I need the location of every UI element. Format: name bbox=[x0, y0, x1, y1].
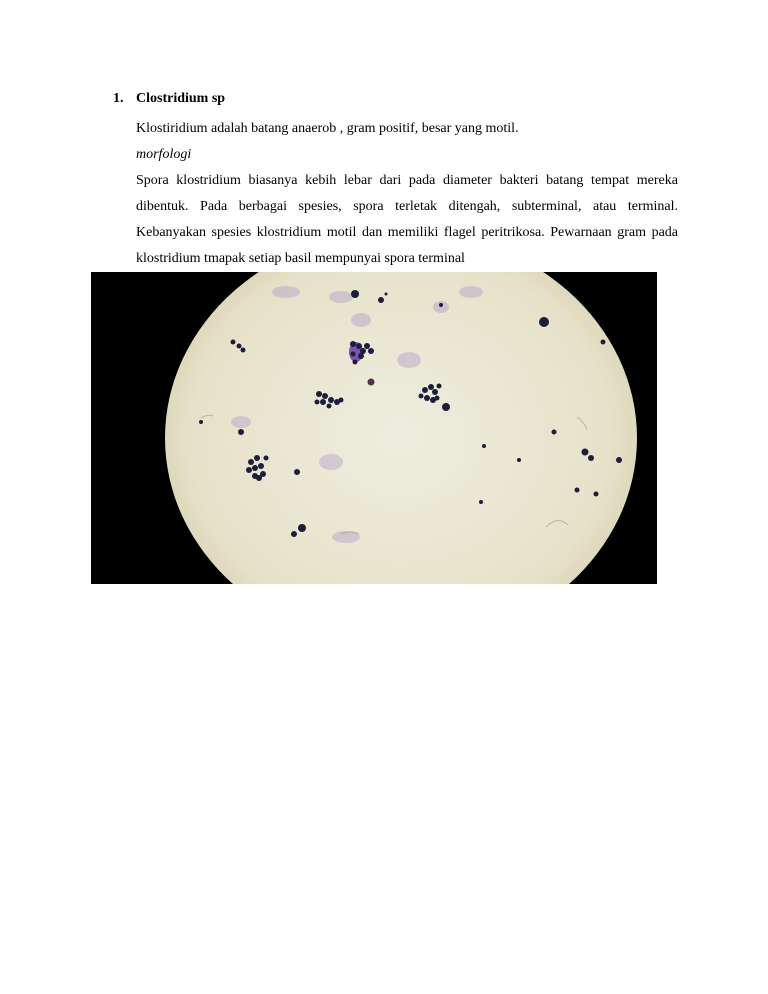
morphology-paragraph: Spora klostridium biasanya kebih lebar dari pada diameter bakteri batang tempat mereka dibentuk. Pada berbagai spesies, spora terletak ditengah, subterminal, atau terminal. Kebanyakan spesies klostridium motil dan memiliki flagel peritrikosa. Pewarnaan gram pada klostridium tmapak setiap basil mempunyai spora terminal bbox=[136, 173, 678, 266]
intro-line: Klostiridium adalah batang anaerob , gram positif, besar yang motil. bbox=[136, 121, 519, 136]
list-number: 1. bbox=[113, 91, 124, 106]
microscope-image bbox=[91, 272, 657, 584]
morphology-subtitle: morfologi bbox=[136, 147, 192, 162]
section-content bbox=[136, 90, 678, 272]
section-title: Clostridium sp bbox=[136, 91, 226, 106]
microscope-field bbox=[165, 272, 637, 584]
